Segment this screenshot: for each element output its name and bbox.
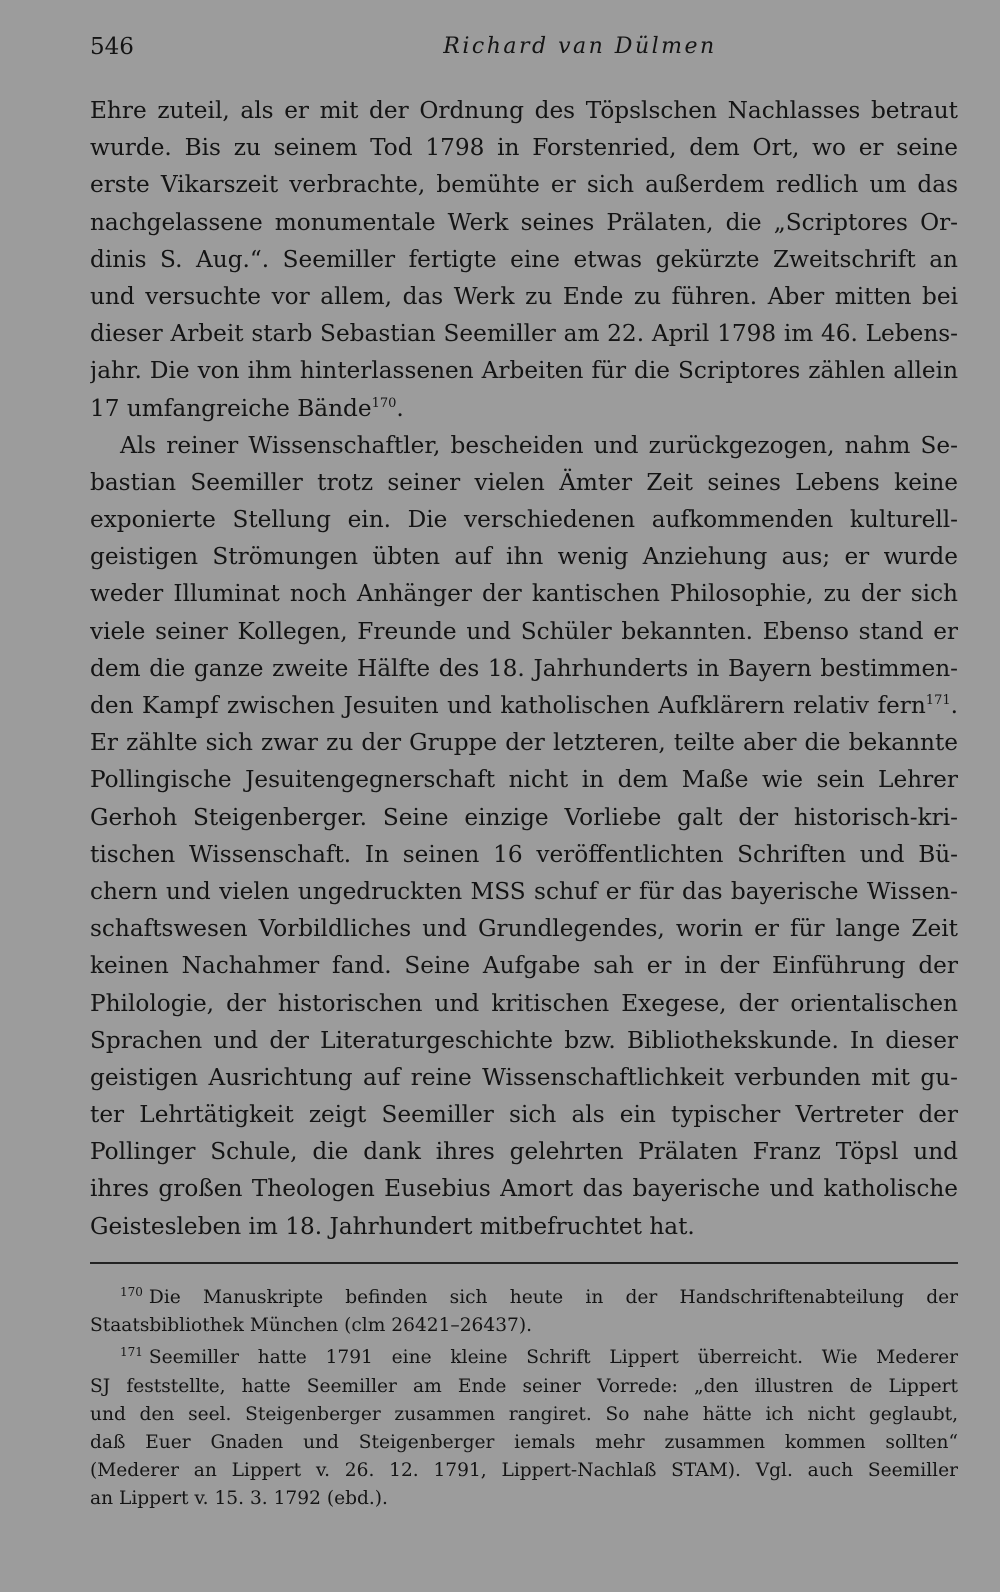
- text-line: dieser Arbeit starb Sebastian Seemiller am 22. April 1798 im 46. Lebens-: [90, 320, 958, 348]
- footnote-number-171: 171: [120, 1345, 143, 1360]
- sentence-period: .: [396, 394, 404, 422]
- footnote-171-line: daß Euer Gnaden und Steigenberger iemals mehr zusammen kommen sollten“: [90, 1431, 958, 1453]
- text-line: keinen Nachahmer fand. Seine Aufgabe sah er in der Einführung der: [90, 952, 958, 980]
- text-line: Gerhoh Steigenberger. Seine einzige Vorliebe galt der historisch-kri-: [90, 803, 958, 831]
- text-line: wurde. Bis zu seinem Tod 1798 in Forstenried, dem Ort, wo er seine: [90, 134, 958, 162]
- text-line: Geistesleben im 18. Jahrhundert mitbefruchtet hat.: [90, 1212, 695, 1240]
- text-line: nachgelassene monumentale Werk seines Prälaten, die „Scriptores Or-: [90, 208, 958, 236]
- text-line: Philologie, der historischen und kritischen Exegese, der orientalischen: [90, 989, 958, 1017]
- text-line: Pollingische Jesuitengegnerschaft nicht in dem Maße wie sein Lehrer: [90, 766, 958, 794]
- text-line: ihres großen Theologen Eusebius Amort das bayerische und katholische: [90, 1175, 958, 1203]
- text-line: schaftswesen Vorbildliches und Grundlegendes, worin er für lange Zeit: [90, 915, 958, 943]
- text-line: chern und vielen ungedruckten MSS schuf er für das bayerische Wissen-: [90, 877, 958, 905]
- footnote-171-line: und den seel. Steigenberger zusammen rangiret. So nahe hätte ich nicht geglaubt,: [90, 1403, 958, 1425]
- footnote-ref-171[interactable]: 171: [925, 693, 951, 708]
- text-line: weder Illuminat noch Anhänger der kantischen Philosophie, zu der sich: [90, 580, 958, 608]
- text-line: geistigen Ausrichtung auf reine Wissenschaftlichkeit verbunden mit gu-: [90, 1063, 958, 1091]
- text-line: jahr. Die von ihm hinterlassenen Arbeiten für die Scriptores zählen allein: [90, 357, 958, 385]
- paragraph-start-line: Als reiner Wissenschaftler, bescheiden und zurückgezogen, nahm Se-: [120, 431, 958, 459]
- page-header: [90, 34, 958, 68]
- text-line: viele seiner Kollegen, Freunde und Schüler bekannten. Ebenso stand er: [90, 617, 958, 645]
- text-line: dinis S. Aug.“. Seemiller fertigte eine etwas gekürzte Zweitschrift an: [90, 245, 958, 273]
- footnote-text: Die Manuskripte befinden sich heute in der Handschriftenabteilung der: [148, 1287, 958, 1308]
- text-line: bastian Seemiller trotz seiner vielen Ämter Zeit seines Lebens keine: [90, 468, 958, 496]
- footnotes: [90, 1284, 958, 1514]
- footnote-number-170: 170: [120, 1285, 143, 1299]
- footnote-ref-170[interactable]: 170: [371, 395, 397, 411]
- text-line: Sprachen und der Literaturgeschichte bzw. Bibliothekskunde. In dieser: [90, 1026, 958, 1054]
- page-number: 546: [90, 34, 134, 60]
- footnote-171-line: SJ feststellte, hatte Seemiller am Ende seiner Vorrede: „den illustren de Lippert: [90, 1375, 958, 1397]
- text-line: Ehre zuteil, als er mit der Ordnung des Töpslschen Nachlasses betraut: [90, 97, 958, 124]
- footnote-text: Seemiller hatte 1791 eine kleine Schrift Lippert überreicht. Wie Mederer: [148, 1347, 958, 1369]
- footnote-171-line: [90, 1344, 958, 1372]
- text-line: Er zählte sich zwar zu der Gruppe der letzteren, teilte aber die bekannte: [90, 729, 958, 757]
- text-line: dem die ganze zweite Hälfte des 18. Jahrhunderts in Bayern bestimmen-: [90, 654, 958, 682]
- running-head: Richard van Dülmen: [443, 34, 717, 59]
- footnote-171-line: (Mederer an Lippert v. 26. 12. 1791, Lippert-Nachlaß STAM). Vgl. auch Seemiller: [90, 1460, 958, 1482]
- sentence-period: .: [950, 692, 958, 719]
- text-line: exponierte Stellung ein. Die verschiedenen aufkommenden kulturell-: [90, 506, 958, 534]
- body-text: [90, 92, 958, 1245]
- footnote-171-line: an Lippert v. 15. 3. 1792 (ebd.).: [90, 1488, 388, 1510]
- text-line: Pollinger Schule, die dank ihres gelehrten Prälaten Franz Töpsl und: [90, 1138, 958, 1166]
- text-line: tischen Wissenschaft. In seinen 16 veröffentlichten Schriften und Bü-: [90, 840, 958, 868]
- text-line: 17 umfangreiche Bände: [90, 394, 372, 422]
- text-line-with-footnote-ref: [90, 687, 958, 724]
- text-line-with-footnote-ref: [90, 390, 958, 427]
- footnote-170-line: Staatsbibliothek München (clm 26421–26437).: [90, 1315, 533, 1337]
- text-line: und versuchte vor allem, das Werk zu Ende zu führen. Aber mitten bei: [90, 282, 958, 310]
- text-line: ter Lehrtätigkeit zeigt Seemiller sich als ein typischer Vertreter der: [90, 1101, 958, 1129]
- footnote-170-line: [90, 1284, 958, 1312]
- text-line: geistigen Strömungen übten auf ihn wenig Anziehung aus; er wurde: [90, 543, 958, 571]
- text-line: erste Vikarszeit verbrachte, bemühte er sich außerdem redlich um das: [90, 171, 958, 199]
- footnote-separator: [90, 1262, 958, 1264]
- text-line: den Kampf zwischen Jesuiten und katholischen Aufklärern relativ fern: [90, 692, 926, 719]
